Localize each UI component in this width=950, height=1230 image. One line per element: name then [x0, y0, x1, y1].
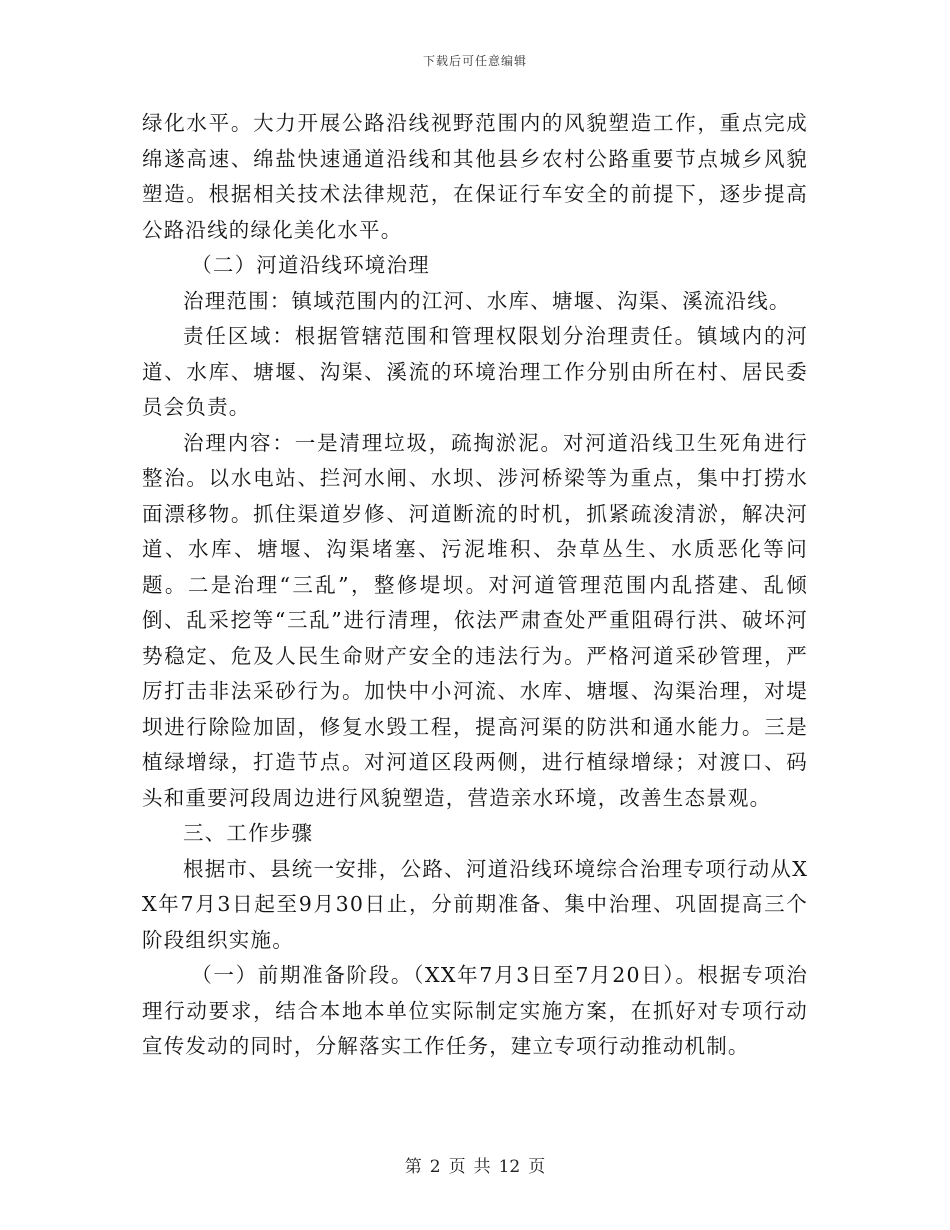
paragraph-content: 治理内容：一是清理垃圾，疏掏淤泥。对河道沿线卫生死角进行整治。以水电站、拦河水闸、水坝、涉河桥梁等为重点，集中打捞水面漂移物。抓住渠道岁修、河道断流的时机，抓紧疏浚清淤，解决河道、水库、塘堰、沟渠堵塞、污泥堆积、杂草丛生、水质恶化等问题。二是治理“三乱”，整修堤坝。对河道管理范围内乱搭建、乱倾倒、乱采挖等“三乱”进行清理，依法严肃查处严重阻碍行洪、破坏河势稳定、危及人民生命财产安全的违法行为。严格河道采砂管理，严厉打击非法采砂行为。加快中小河流、水库、塘堰、沟渠治理，对堤坝进行除险加固，修复水毁工程，提高河渠的防洪和通水能力。三是植绿增绿，打造节点。对河道区段两侧，进行植绿增绿；对渡口、码头和重要河段周边进行风貌塑造，营造亲水环境，改善生态景观。 [142, 430, 808, 810]
paragraph-road-greening: 绿化水平。大力开展公路沿线视野范围内的风貌塑造工作，重点完成绵遂高速、绵盐快速通道沿线和其他县乡农村公路重要节点城乡风貌塑造。根据相关技术法律规范，在保证行车安全的前提下，逐步提高公路沿线的绿化美化水平。 [142, 111, 808, 242]
page-footer [0, 1152, 950, 1177]
paragraph-responsibility: 责任区域：根据管辖范围和管理权限划分治理责任。镇域内的河道、水库、塘堰、沟渠、溪流的环境治理工作分别由所在村、居民委员会负责。 [142, 324, 808, 419]
paragraph-scope: 治理范围：镇域范围内的江河、水库、塘堰、沟渠、溪流沿线。 [183, 288, 791, 313]
footer-suffix: 页 [528, 1157, 546, 1177]
footer-page-label: 页 [448, 1157, 466, 1177]
footer-page-number: 2 [429, 1157, 441, 1177]
section-heading-steps: 三、工作步骤 [183, 821, 314, 845]
footer-total-label: 共 [473, 1157, 491, 1177]
section-heading-river: （二）河道沿线环境治理 [191, 253, 430, 277]
document-body [142, 106, 808, 1065]
footer-prefix: 第 [404, 1157, 422, 1177]
page-header-note: 下载后可任意编辑 [422, 54, 527, 68]
footer-total-pages: 12 [498, 1157, 521, 1177]
paragraph-schedule: 根据市、县统一安排，公路、河道沿线环境综合治理专项行动从XX年7月3日起至9月30日止，分前期准备、集中治理、巩固提高三个阶段组织实施。 [142, 856, 808, 952]
paragraph-phase-one: （一）前期准备阶段。（XX年7月3日至7月20日）。根据专项治理行动要求，结合本地本单位实际制定实施方案，在抓好对专项行动宣传发动的同时，分解落实工作任务，建立专项行动推动机制。 [142, 963, 808, 1058]
